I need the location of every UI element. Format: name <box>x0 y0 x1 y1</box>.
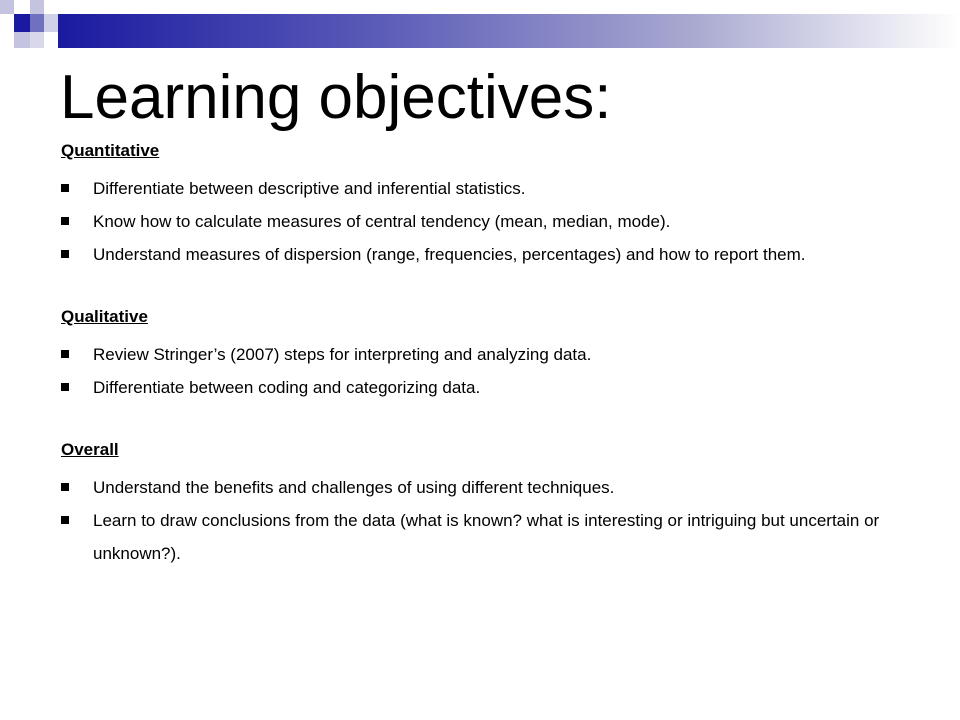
section-heading-quantitative: Quantitative <box>61 141 160 160</box>
decorative-square <box>14 0 30 14</box>
square-bullet-icon <box>61 217 69 225</box>
list-item <box>61 371 921 404</box>
decorative-square <box>44 14 58 32</box>
list-item-text: Learn to draw conclusions from the data (what is known? what is interesting or intriguing but uncertain or unknown?). <box>93 511 880 563</box>
square-bullet-icon <box>61 483 69 491</box>
list-item <box>61 205 921 238</box>
list-item-text: Differentiate between coding and categorizing data. <box>93 378 481 397</box>
slide-title: Learning objectives: <box>60 63 612 132</box>
list-item-text: Know how to calculate measures of central tendency (mean, median, mode). <box>93 212 671 231</box>
list-item <box>61 471 921 504</box>
list-item <box>61 504 921 570</box>
list-item <box>61 238 921 271</box>
decorative-square <box>30 32 44 48</box>
square-bullet-icon <box>61 383 69 391</box>
list-item-text: Understand the benefits and challenges of using different techniques. <box>93 478 615 497</box>
decorative-square <box>0 0 14 14</box>
list-item-text: Differentiate between descriptive and inferential statistics. <box>93 179 526 198</box>
list-item <box>61 172 921 205</box>
decorative-square <box>30 0 44 14</box>
square-bullet-icon <box>61 516 69 524</box>
decorative-square <box>14 14 30 32</box>
section-heading-overall: Overall <box>61 440 119 459</box>
square-bullet-icon <box>61 184 69 192</box>
list-item-text: Understand measures of dispersion (range, frequencies, percentages) and how to report them. <box>93 245 806 264</box>
square-bullet-icon <box>61 250 69 258</box>
header-gradient-bar <box>58 14 960 48</box>
slide-content <box>61 139 921 570</box>
list-item-text: Review Stringer’s (2007) steps for interpreting and analyzing data. <box>93 345 592 364</box>
list-item <box>61 338 921 371</box>
section-heading-qualitative: Qualitative <box>61 307 148 326</box>
decorative-square <box>14 32 30 48</box>
decorative-square <box>30 14 44 32</box>
square-bullet-icon <box>61 350 69 358</box>
